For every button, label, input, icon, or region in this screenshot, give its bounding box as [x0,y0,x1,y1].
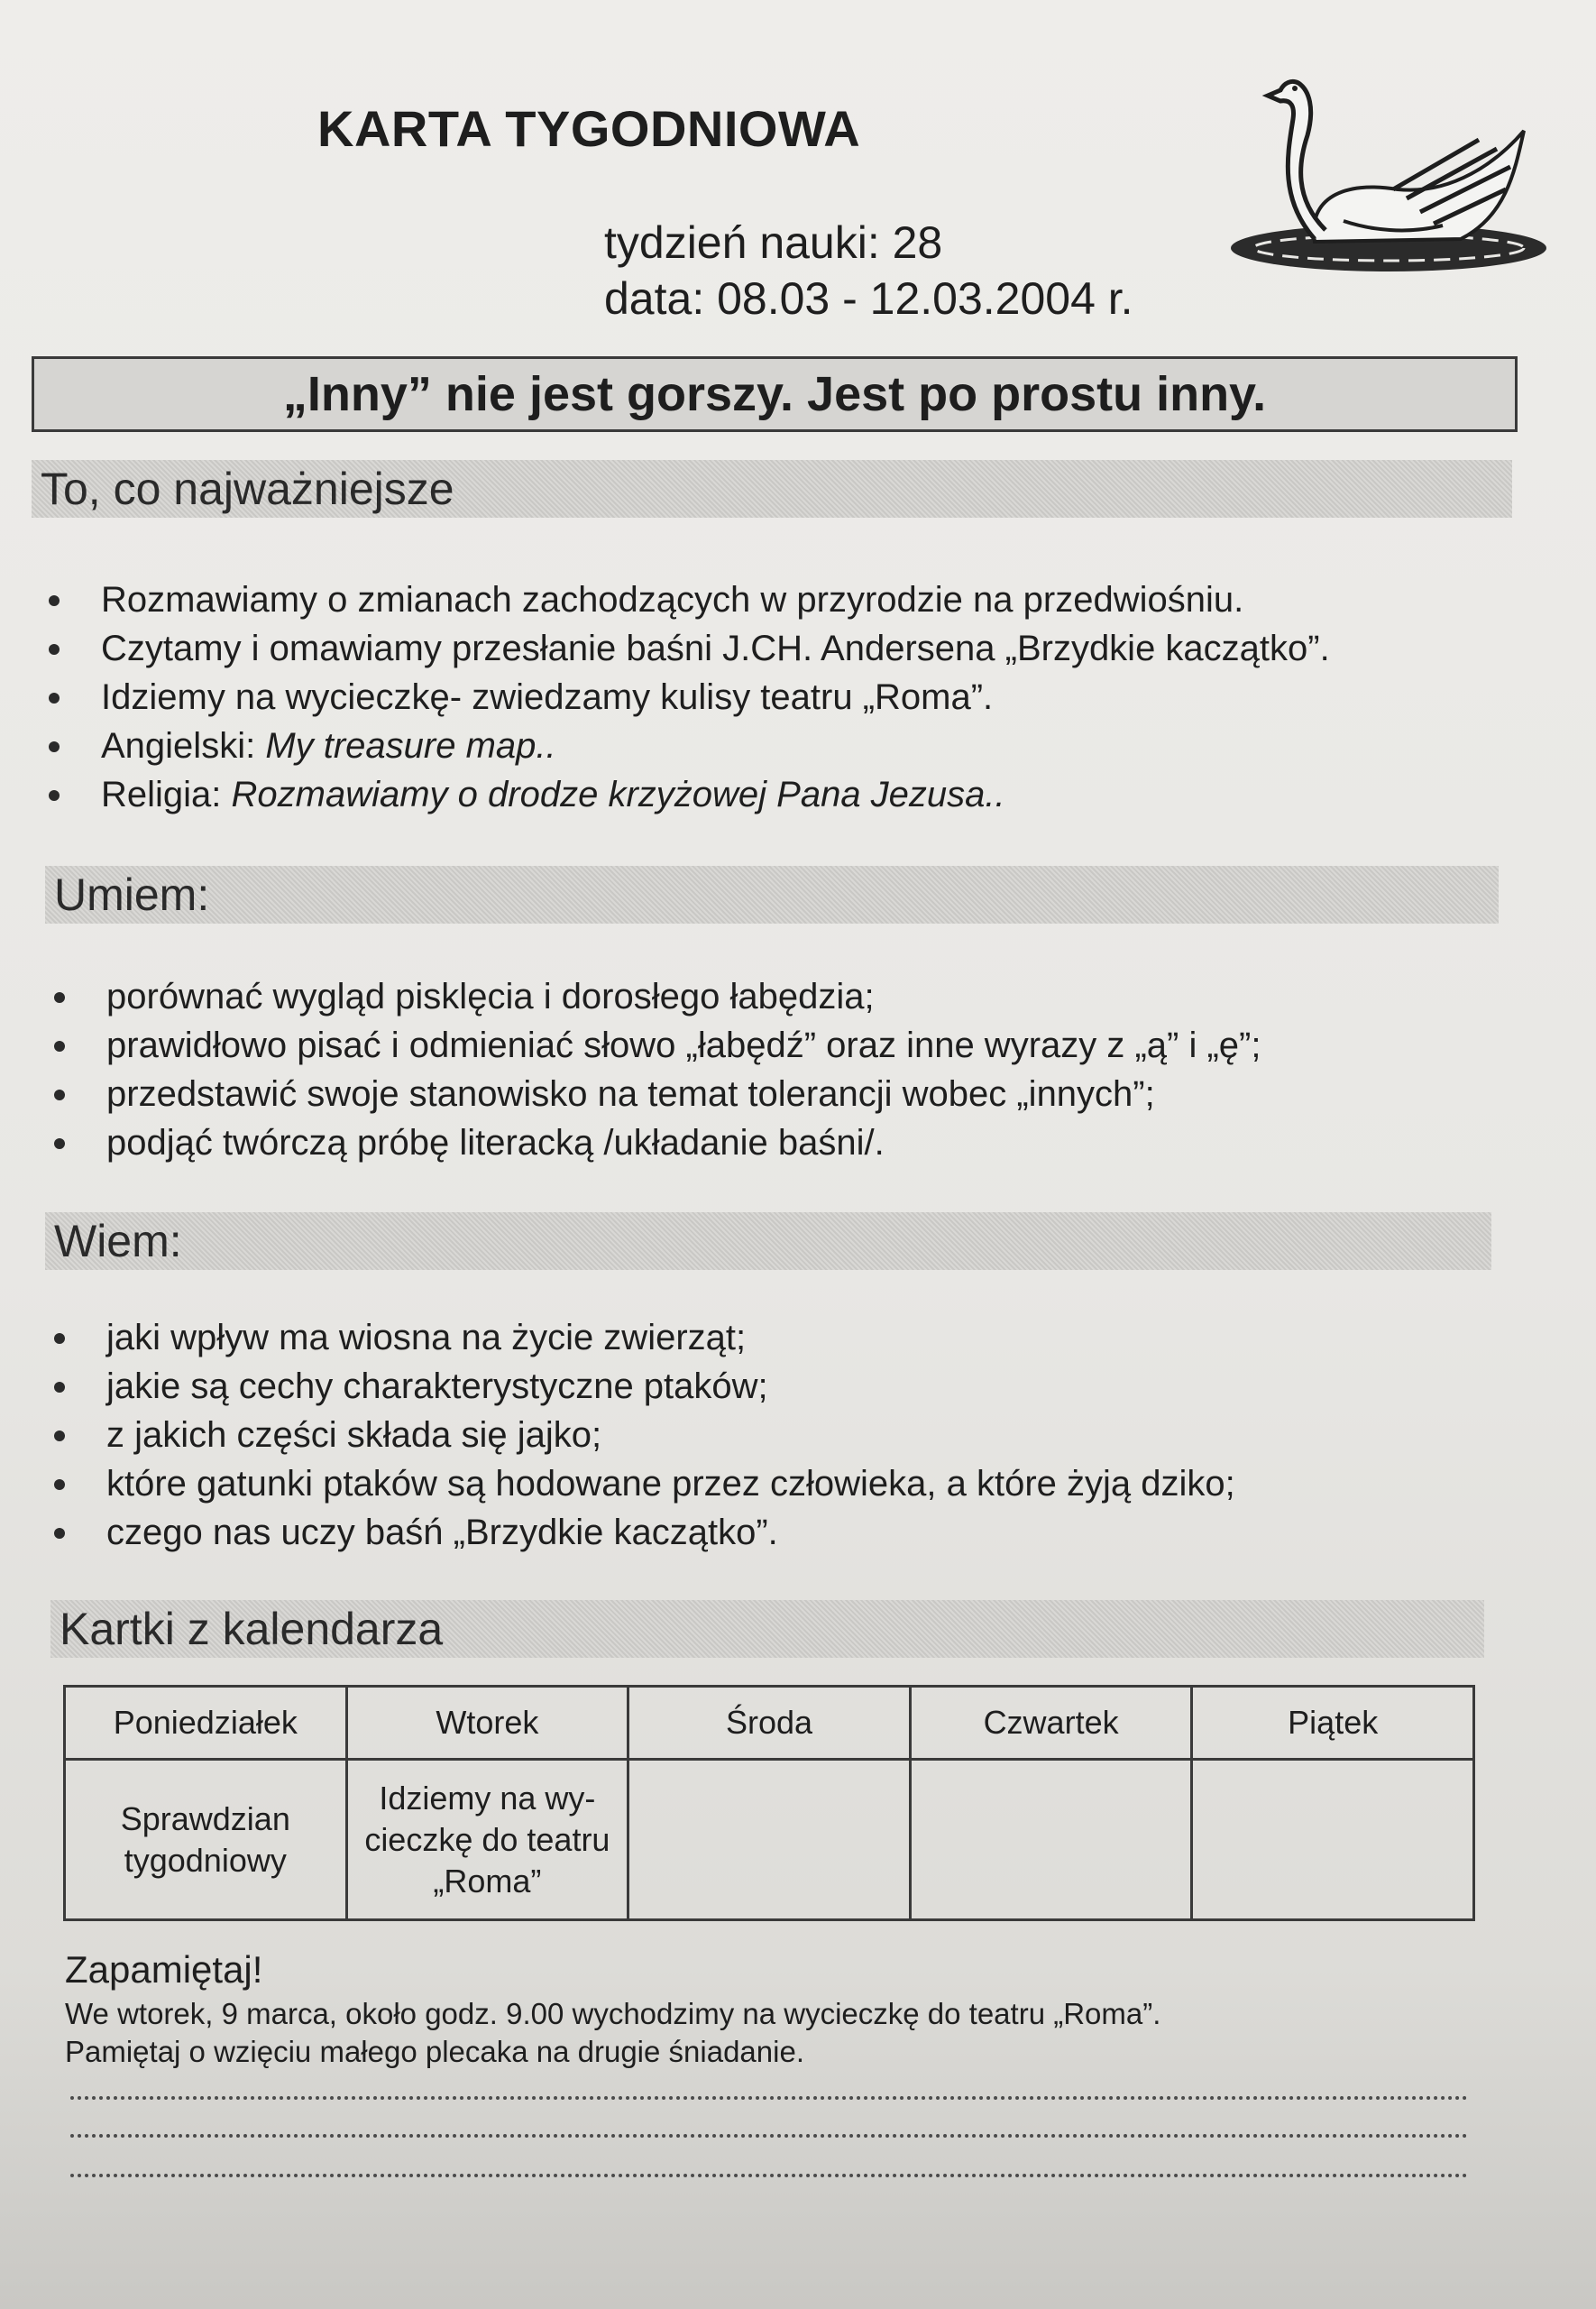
page-title: KARTA TYGODNIOWA [317,100,861,157]
swan-illustration [1208,63,1551,289]
bullet-dot [54,1333,65,1344]
list-item: jakie są cechy charakterystyczne ptaków; [41,1362,1235,1411]
motto-banner [32,356,1518,432]
day-header-wednesday: Środa [628,1687,911,1760]
umiem-list [41,972,1261,1167]
bullet-dot [54,1382,65,1393]
weekly-calendar-table [63,1685,1475,1921]
section-heading-wiem: Wiem: [45,1212,1491,1270]
bullet-dot [54,992,65,1003]
bullet-dot [49,741,60,752]
week-number: tydzień nauki: 28 [604,217,943,268]
entry-tuesday: Idziemy na wy- cieczkę do teatru „Roma” [346,1760,628,1920]
bullet-dot [54,1479,65,1490]
section-heading-umiem: Umiem: [45,866,1499,924]
wiem-list [41,1313,1235,1557]
list-item: podjąć twórczą próbę literacką /układanie baśni/. [41,1118,1261,1167]
table-row [65,1760,1474,1920]
dotted-writing-line [70,2096,1468,2100]
day-header-tuesday: Wtorek [346,1687,628,1760]
list-item: jaki wpływ ma wiosna na życie zwierząt; [41,1313,1235,1362]
entry-monday: Sprawdzian tygodniowy [65,1760,347,1920]
remember-line-2: Pamiętaj o wzięciu małego plecaka na drugie śniadanie. [65,2035,804,2068]
dotted-writing-line [70,2134,1468,2138]
section-heading-najwazniejsze: To, co najważniejsze [32,460,1512,518]
bullet-dot [49,790,60,801]
bullet-dot [54,1528,65,1539]
bullet-dot [49,644,60,655]
bullet-dot [54,1090,65,1100]
list-item: Angielski: My treasure map.. [36,722,1330,770]
list-item: przedstawić swoje stanowisko na temat tolerancji wobec „innych”; [41,1070,1261,1118]
bullet-dot [54,1430,65,1441]
bullet-dot [49,693,60,704]
day-header-friday: Piątek [1192,1687,1474,1760]
list-item: z jakich części składa się jajko; [41,1411,1235,1459]
list-item: Rozmawiamy o zmianach zachodzących w przyrodzie na przedwiośniu. [36,575,1330,624]
bullet-dot [54,1041,65,1052]
day-header-thursday: Czwartek [910,1687,1192,1760]
list-item: czego nas uczy baśń „Brzydkie kaczątko”. [41,1508,1235,1557]
list-item: Idziemy na wycieczkę- zwiedzamy kulisy teatru „Roma”. [36,673,1330,722]
remember-line-1: We wtorek, 9 marca, około godz. 9.00 wychodzimy na wycieczkę do teatru „Roma”. [65,1997,1161,2030]
list-item: porównać wygląd pisklęcia i dorosłego łabędzia; [41,972,1261,1021]
list-item: prawidłowo pisać i odmieniać słowo „łabędź” oraz inne wyrazy z „ą” i „ę”; [41,1021,1261,1070]
section-heading-kalendarz: Kartki z kalendarza [50,1600,1484,1658]
motto-text: „Inny” nie jest gorszy. Jest po prostu inny. [282,367,1267,421]
day-header-monday: Poniedziałek [65,1687,347,1760]
bullet-dot [54,1138,65,1149]
remember-title: Zapamiętaj! [65,1948,263,1991]
list-item: które gatunki ptaków są hodowane przez człowieka, a które żyją dziko; [41,1459,1235,1508]
table-header-row [65,1687,1474,1760]
entry-friday [1192,1760,1474,1920]
bullet-dot [49,595,60,606]
list-item: Religia: Rozmawiamy o drodze krzyżowej Pana Jezusa.. [36,770,1330,819]
entry-thursday [910,1760,1192,1920]
list-item: Czytamy i omawiamy przesłanie baśni J.CH. Andersena „Brzydkie kaczątko”. [36,624,1330,673]
najwazniejsze-list [36,575,1330,819]
dotted-writing-line [70,2174,1468,2177]
date-range: data: 08.03 - 12.03.2004 r. [604,273,1133,324]
entry-wednesday [628,1760,911,1920]
